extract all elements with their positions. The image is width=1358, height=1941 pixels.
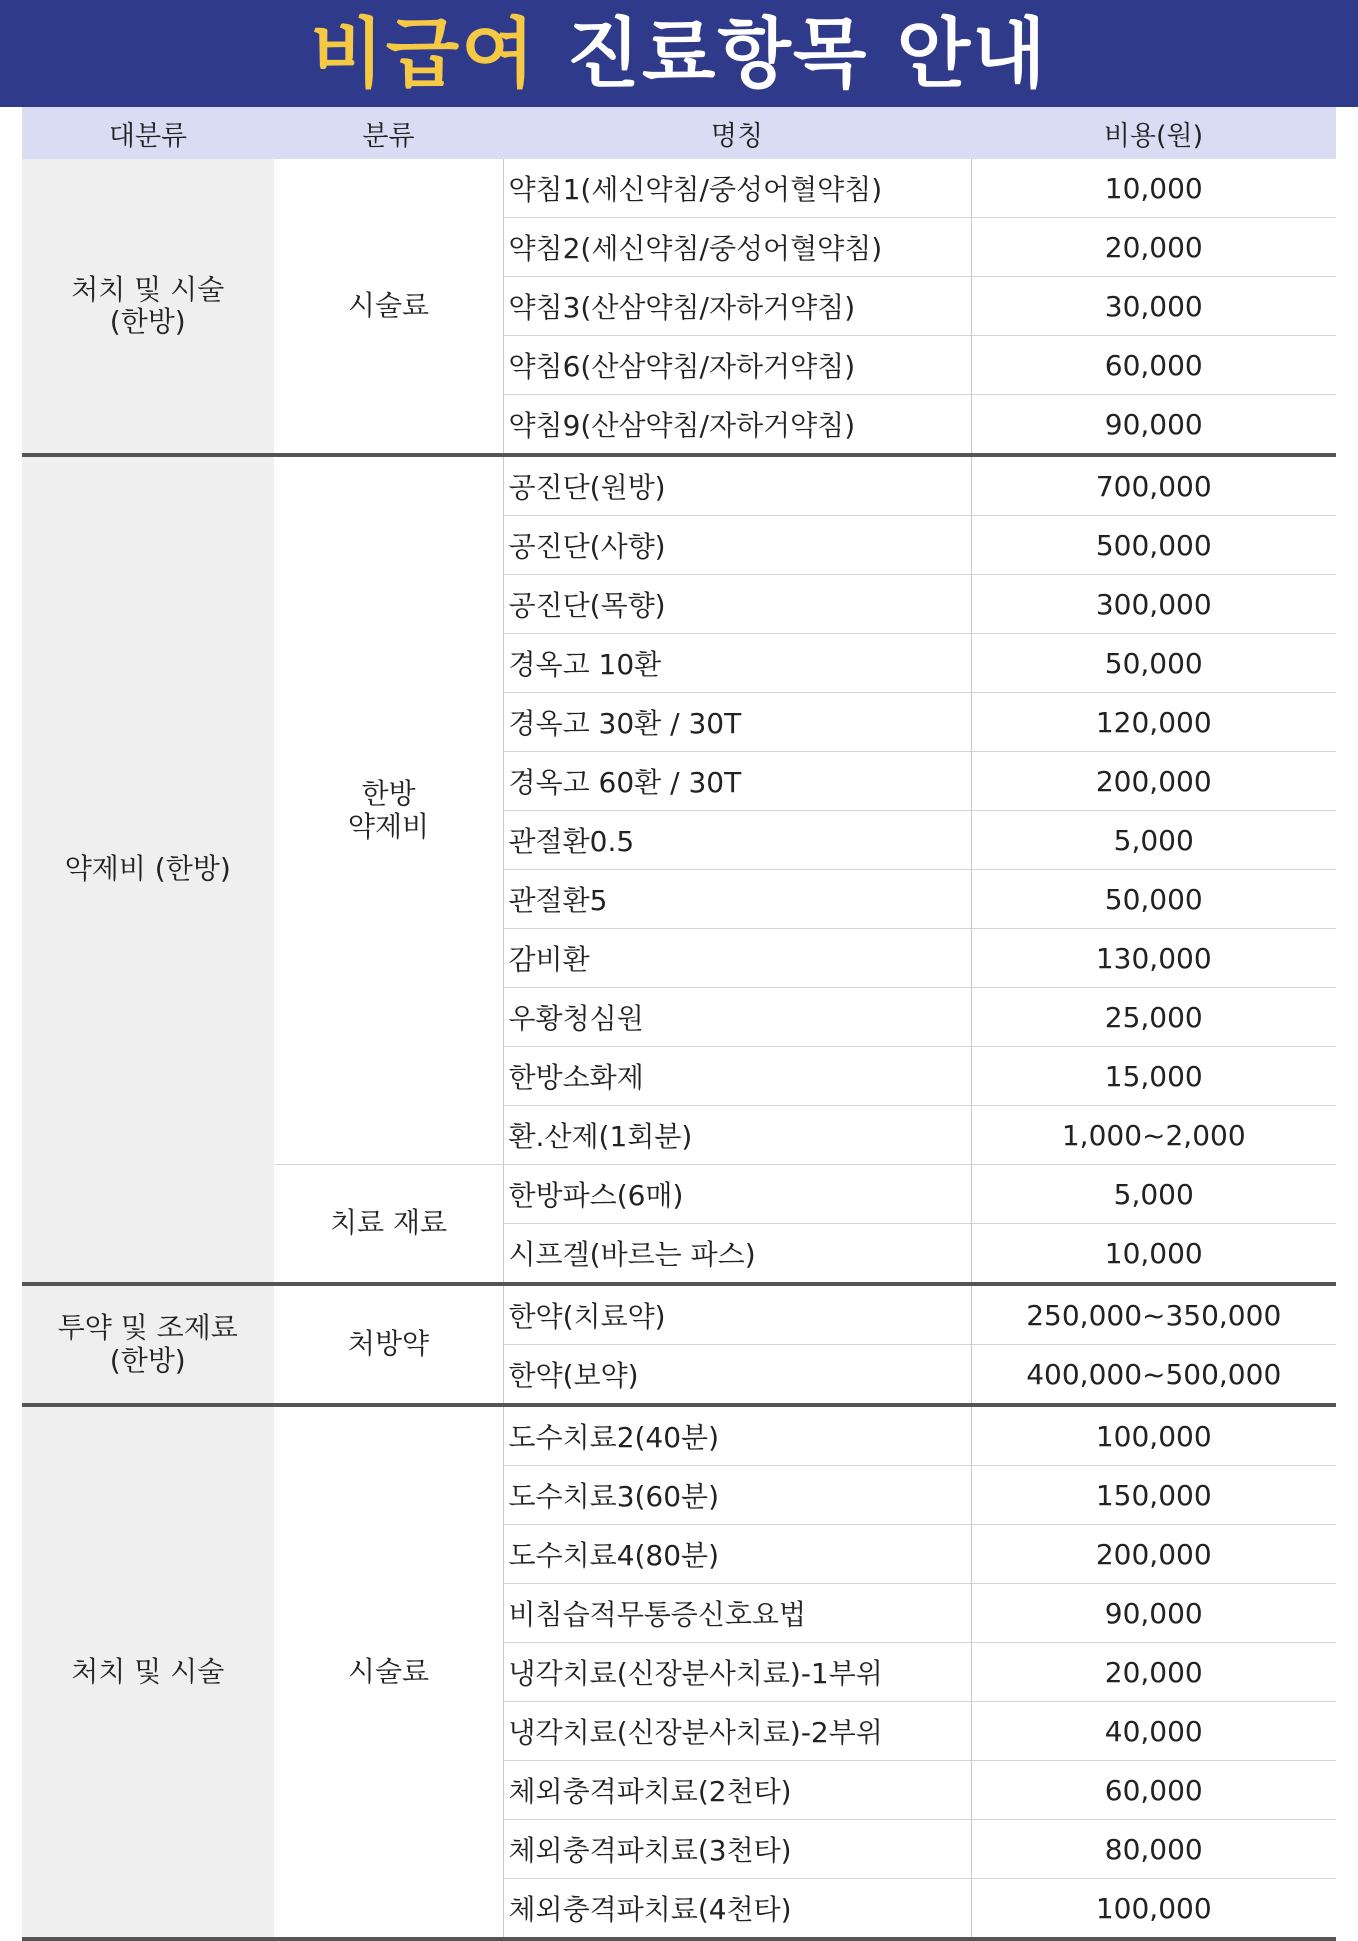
major-category-label: 약제비 (한방) [64, 852, 231, 886]
sub-category-cell [274, 455, 503, 1165]
item-name: 관절환0.5 [503, 811, 971, 870]
item-name: 공진단(원방) [503, 455, 971, 516]
item-cost: 60,000 [971, 336, 1336, 395]
item-name: 도수치료4(80분) [503, 1525, 971, 1584]
sub-category-label: 약제비 [347, 809, 430, 843]
item-cost: 200,000 [971, 752, 1336, 811]
title-rest: 진료항목 안내 [566, 8, 1048, 98]
item-name: 시프겔(바르는 파스) [503, 1224, 971, 1285]
item-cost: 700,000 [971, 455, 1336, 516]
item-cost: 100,000 [971, 1405, 1336, 1466]
sub-category-cell [274, 159, 503, 455]
column-header-cost: 비용(원) [971, 107, 1336, 159]
table-body [22, 159, 1336, 1939]
item-cost: 500,000 [971, 516, 1336, 575]
major-category-label: 처치 및 시술 [71, 1654, 225, 1688]
item-cost: 90,000 [971, 395, 1336, 456]
major-category-cell [22, 159, 274, 455]
item-cost: 90,000 [971, 1584, 1336, 1643]
item-name: 환.산제(1회분) [503, 1106, 971, 1165]
item-cost: 20,000 [971, 218, 1336, 277]
table-row [22, 1405, 1336, 1466]
column-header-sub: 분류 [274, 107, 503, 159]
column-header-name: 명칭 [503, 107, 971, 159]
item-cost: 150,000 [971, 1466, 1336, 1525]
sub-category-cell [274, 1405, 503, 1939]
item-name: 공진단(목향) [503, 575, 971, 634]
item-name: 한약(보약) [503, 1345, 971, 1406]
item-cost: 5,000 [971, 811, 1336, 870]
item-name: 체외충격파치료(2천타) [503, 1761, 971, 1820]
page-title [310, 8, 1048, 98]
major-category-cell [22, 1284, 274, 1405]
table-row [22, 455, 1336, 516]
column-header-major: 대분류 [22, 107, 274, 159]
major-category-label: (한방) [109, 305, 186, 338]
item-name: 도수치료2(40분) [503, 1405, 971, 1466]
item-name: 냉각치료(신장분사치료)-1부위 [503, 1643, 971, 1702]
item-cost: 200,000 [971, 1525, 1336, 1584]
major-category-cell [22, 1405, 274, 1939]
major-category-label: 투약 및 조제료 [57, 1311, 238, 1345]
item-cost: 120,000 [971, 693, 1336, 752]
sub-category-label: 한방 [361, 777, 416, 811]
table-row [22, 159, 1336, 218]
item-cost: 20,000 [971, 1643, 1336, 1702]
item-cost: 300,000 [971, 575, 1336, 634]
item-name: 경옥고 60환 / 30T [503, 752, 971, 811]
item-cost: 30,000 [971, 277, 1336, 336]
item-cost: 5,000 [971, 1165, 1336, 1224]
item-name: 냉각치료(신장분사치료)-2부위 [503, 1702, 971, 1761]
title-banner [0, 0, 1358, 107]
table-header-row [22, 107, 1336, 159]
item-name: 한방소화제 [503, 1047, 971, 1106]
item-name: 약침6(산삼약침/자하거약침) [503, 336, 971, 395]
item-cost: 400,000~500,000 [971, 1345, 1336, 1406]
item-name: 약침2(세신약침/중성어혈약침) [503, 218, 971, 277]
sub-category-cell [274, 1165, 503, 1285]
item-name: 약침9(산삼약침/자하거약침) [503, 395, 971, 456]
item-cost: 130,000 [971, 929, 1336, 988]
item-cost: 25,000 [971, 988, 1336, 1047]
item-cost: 100,000 [971, 1879, 1336, 1940]
item-cost: 250,000~350,000 [971, 1284, 1336, 1345]
sub-category-label: 시술료 [347, 288, 430, 322]
sub-category-label: 시술료 [347, 1654, 430, 1688]
item-name: 우황청심원 [503, 988, 971, 1047]
item-cost: 10,000 [971, 159, 1336, 218]
item-name: 공진단(사향) [503, 516, 971, 575]
item-name: 경옥고 10환 [503, 634, 971, 693]
item-name: 감비환 [503, 929, 971, 988]
item-name: 약침3(산삼약침/자하거약침) [503, 277, 971, 336]
item-name: 약침1(세신약침/중성어혈약침) [503, 159, 971, 218]
table-row [22, 1284, 1336, 1345]
item-cost: 40,000 [971, 1702, 1336, 1761]
sub-category-cell [274, 1284, 503, 1405]
major-category-label: (한방) [109, 1343, 186, 1377]
item-cost: 60,000 [971, 1761, 1336, 1820]
major-category-cell [22, 455, 274, 1284]
major-category-label: 처치 및 시술 [71, 272, 225, 306]
item-cost: 50,000 [971, 870, 1336, 929]
item-name: 비침습적무통증신호요법 [503, 1584, 971, 1643]
item-name: 경옥고 30환 / 30T [503, 693, 971, 752]
sub-category-label: 치료 재료 [329, 1206, 448, 1240]
fee-table [22, 107, 1336, 1941]
item-cost: 50,000 [971, 634, 1336, 693]
title-highlight: 비급여 [310, 8, 537, 98]
item-name: 도수치료3(60분) [503, 1466, 971, 1525]
item-name: 한약(치료약) [503, 1284, 971, 1345]
item-cost: 10,000 [971, 1224, 1336, 1285]
sub-category-label: 처방약 [347, 1327, 430, 1361]
item-cost: 1,000~2,000 [971, 1106, 1336, 1165]
item-cost: 15,000 [971, 1047, 1336, 1106]
item-cost: 80,000 [971, 1820, 1336, 1879]
item-name: 관절환5 [503, 870, 971, 929]
item-name: 체외충격파치료(4천타) [503, 1879, 971, 1940]
item-name: 체외충격파치료(3천타) [503, 1820, 971, 1879]
item-name: 한방파스(6매) [503, 1165, 971, 1224]
